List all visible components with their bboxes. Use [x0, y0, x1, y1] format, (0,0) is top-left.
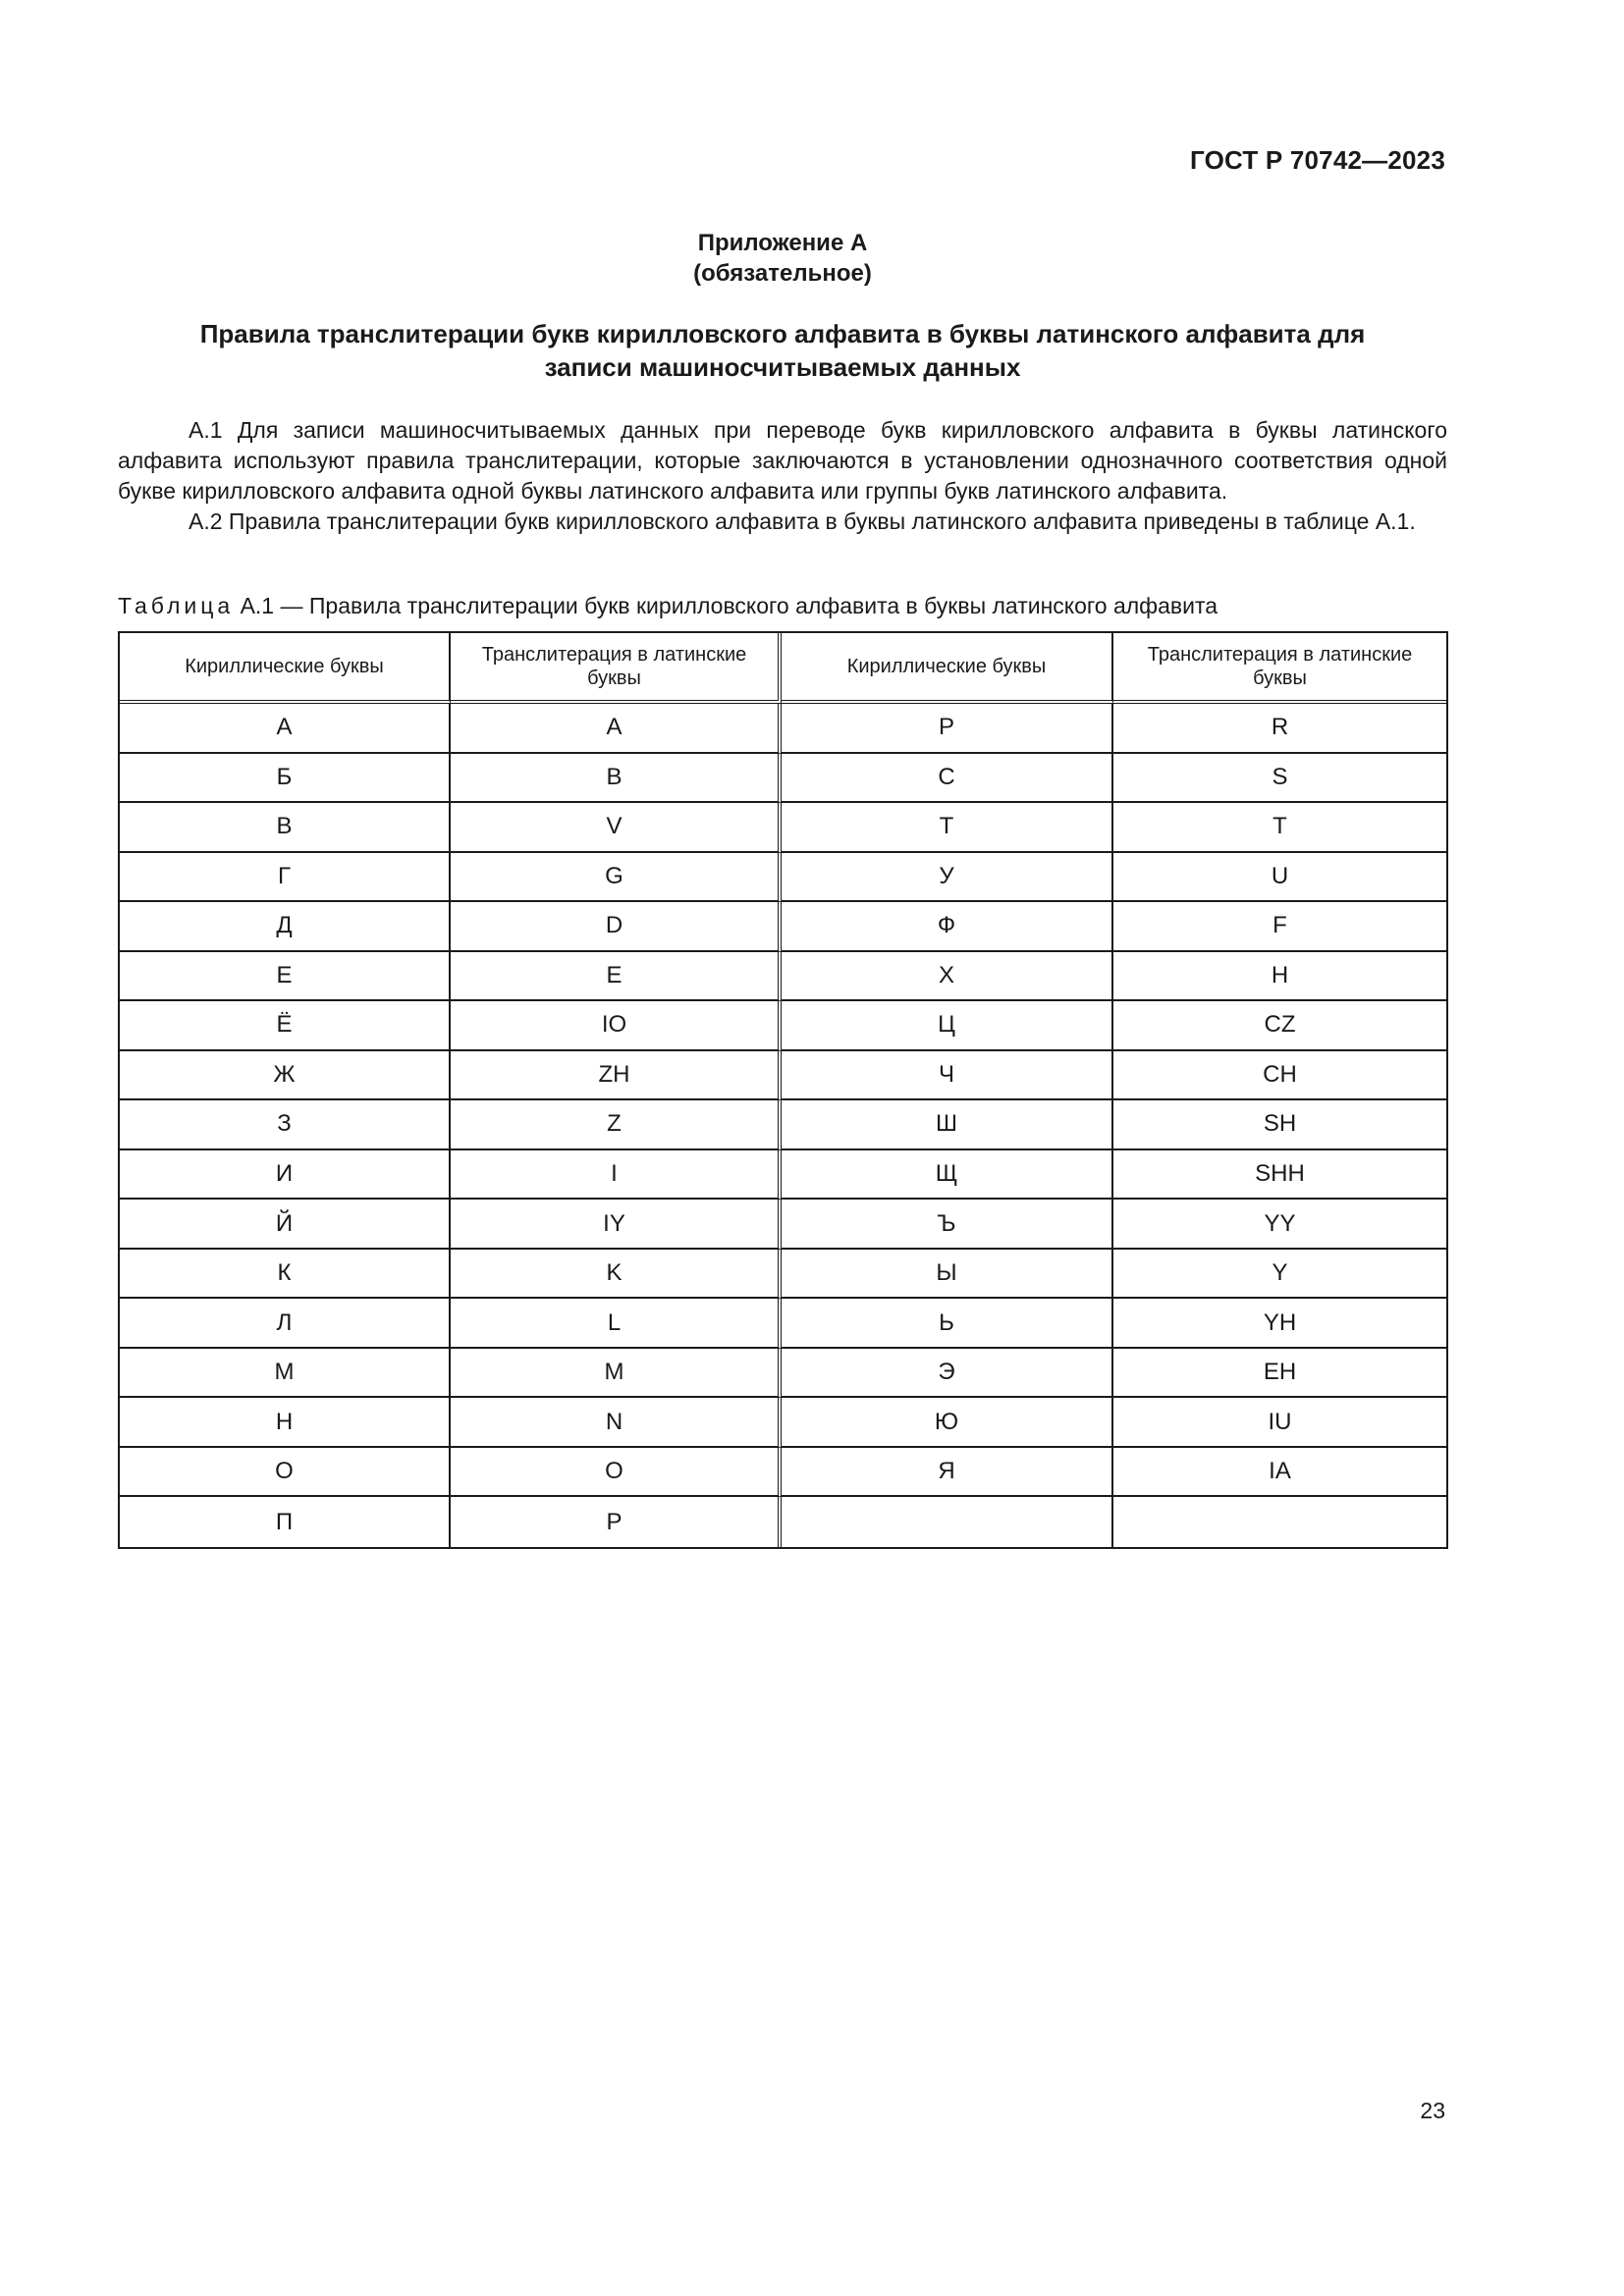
table-cell-latin-transliteration: M — [451, 1349, 782, 1399]
table-cell-cyrillic-letter: Т — [782, 803, 1113, 853]
table-cell-cyrillic-letter: З — [120, 1100, 451, 1150]
table-header-latin-transliteration: Транслитерация в латинские буквы — [1113, 633, 1446, 704]
table-cell-latin-transliteration: EH — [1113, 1349, 1446, 1399]
table-cell-latin-transliteration: A — [451, 704, 782, 754]
appendix-block — [118, 228, 1447, 289]
table-cell-cyrillic-letter: Ь — [782, 1299, 1113, 1349]
section-heading-line-1: Правила транслитерации букв кирилловского алфавита в буквы латинского алфавита для — [199, 319, 1366, 348]
table-caption — [118, 591, 1447, 620]
table-cell-latin-transliteration: YY — [1113, 1200, 1446, 1250]
table-cell-latin-transliteration: IU — [1113, 1398, 1446, 1448]
table-cell-latin-transliteration: K — [451, 1250, 782, 1300]
table-cell-cyrillic-letter: Ш — [782, 1100, 1113, 1150]
table-cell-cyrillic-letter: Я — [782, 1448, 1113, 1498]
table-cell-latin-transliteration: SH — [1113, 1100, 1446, 1150]
table-cell-cyrillic-letter: К — [120, 1250, 451, 1300]
table-caption-text: А.1 — Правила транслитерации букв кирилловского алфавита в буквы латинского алфавита — [234, 593, 1218, 618]
table-cell-cyrillic-letter: В — [120, 803, 451, 853]
table-cell-latin-transliteration: IA — [1113, 1448, 1446, 1498]
table-cell-cyrillic-letter: Ж — [120, 1051, 451, 1101]
table-cell-latin-transliteration: YH — [1113, 1299, 1446, 1349]
table-cell-latin-transliteration: ZH — [451, 1051, 782, 1101]
table-cell-latin-transliteration: I — [451, 1150, 782, 1201]
table-cell-cyrillic-letter: У — [782, 853, 1113, 903]
table-cell-latin-transliteration: CZ — [1113, 1001, 1446, 1051]
table-cell-cyrillic-letter: Э — [782, 1349, 1113, 1399]
table-cell-latin-transliteration: V — [451, 803, 782, 853]
page-number: 23 — [1420, 2098, 1445, 2123]
table-cell-cyrillic-letter: Л — [120, 1299, 451, 1349]
table-cell-cyrillic-letter: Й — [120, 1200, 451, 1250]
table-cell-latin-transliteration: F — [1113, 902, 1446, 952]
table-cell-latin-transliteration: D — [451, 902, 782, 952]
table-header-cyrillic-letter: Кириллические буквы — [782, 633, 1113, 704]
table-cell-cyrillic-letter: Ю — [782, 1398, 1113, 1448]
paragraph-a1: А.1 Для записи машиносчитываемых данных при переводе букв кирилловского алфавита в буквы латинского алфавита используют правила транслитерации, которые заключаются в установлении однозначного соответствия одной букве кирилловского алфавита одной буквы латинского алфавита или группы букв латинского алфавита. — [118, 417, 1447, 504]
table-cell-latin-transliteration: N — [451, 1398, 782, 1448]
table-cell-cyrillic-letter: Ы — [782, 1250, 1113, 1300]
table-cell-cyrillic-letter: А — [120, 704, 451, 754]
table-cell-cyrillic-letter: Ё — [120, 1001, 451, 1051]
document-code: ГОСТ Р 70742—2023 — [1190, 145, 1445, 175]
table-cell-latin-transliteration: P — [451, 1497, 782, 1547]
table-cell-latin-transliteration: L — [451, 1299, 782, 1349]
table-cell-latin-transliteration: IY — [451, 1200, 782, 1250]
table-cell-cyrillic-letter: Г — [120, 853, 451, 903]
table-cell-cyrillic-letter: Ф — [782, 902, 1113, 952]
table-cell-latin-transliteration: R — [1113, 704, 1446, 754]
table-cell-cyrillic-letter: Р — [782, 704, 1113, 754]
table-cell-latin-transliteration: H — [1113, 952, 1446, 1002]
table-cell-cyrillic-letter: Ч — [782, 1051, 1113, 1101]
body-text — [118, 415, 1447, 537]
table-cell-latin-transliteration: IO — [451, 1001, 782, 1051]
table-cell-latin-transliteration: CH — [1113, 1051, 1446, 1101]
table-cell-latin-transliteration: Y — [1113, 1250, 1446, 1300]
table-cell-latin-transliteration — [1113, 1497, 1446, 1547]
table-header-latin-transliteration: Транслитерация в латинские буквы — [451, 633, 782, 704]
table-cell-cyrillic-letter: Е — [120, 952, 451, 1002]
table-cell-cyrillic-letter: Щ — [782, 1150, 1113, 1201]
table-cell-latin-transliteration: E — [451, 952, 782, 1002]
table-cell-latin-transliteration: T — [1113, 803, 1446, 853]
table-cell-latin-transliteration: B — [451, 754, 782, 804]
section-heading-line-2: записи машиносчитываемых данных — [544, 352, 1021, 382]
transliteration-table — [118, 631, 1448, 1549]
table-cell-cyrillic-letter: С — [782, 754, 1113, 804]
table-cell-latin-transliteration: S — [1113, 754, 1446, 804]
table-cell-cyrillic-letter: Ц — [782, 1001, 1113, 1051]
table-header-cyrillic-letter: Кириллические буквы — [120, 633, 451, 704]
table-cell-cyrillic-letter: Н — [120, 1398, 451, 1448]
table-cell-cyrillic-letter: Х — [782, 952, 1113, 1002]
table-cell-latin-transliteration: SHH — [1113, 1150, 1446, 1201]
appendix-title: Приложение А — [697, 230, 868, 256]
table-cell-cyrillic-letter — [782, 1497, 1113, 1547]
table-cell-latin-transliteration: Z — [451, 1100, 782, 1150]
table-cell-cyrillic-letter: И — [120, 1150, 451, 1201]
paragraph-a2: А.2 Правила транслитерации букв кирилловского алфавита в буквы латинского алфавита приведены в таблице А.1. — [189, 508, 1416, 534]
table-cell-latin-transliteration: O — [451, 1448, 782, 1498]
table-cell-cyrillic-letter: Ъ — [782, 1200, 1113, 1250]
table-cell-cyrillic-letter: П — [120, 1497, 451, 1547]
appendix-status: (обязательное) — [693, 260, 872, 287]
section-heading — [137, 317, 1428, 384]
table-caption-label: Таблица — [118, 593, 235, 618]
table-cell-cyrillic-letter: Б — [120, 754, 451, 804]
table-cell-cyrillic-letter: О — [120, 1448, 451, 1498]
table-cell-cyrillic-letter: Д — [120, 902, 451, 952]
table-cell-cyrillic-letter: М — [120, 1349, 451, 1399]
table-cell-latin-transliteration: U — [1113, 853, 1446, 903]
table-cell-latin-transliteration: G — [451, 853, 782, 903]
